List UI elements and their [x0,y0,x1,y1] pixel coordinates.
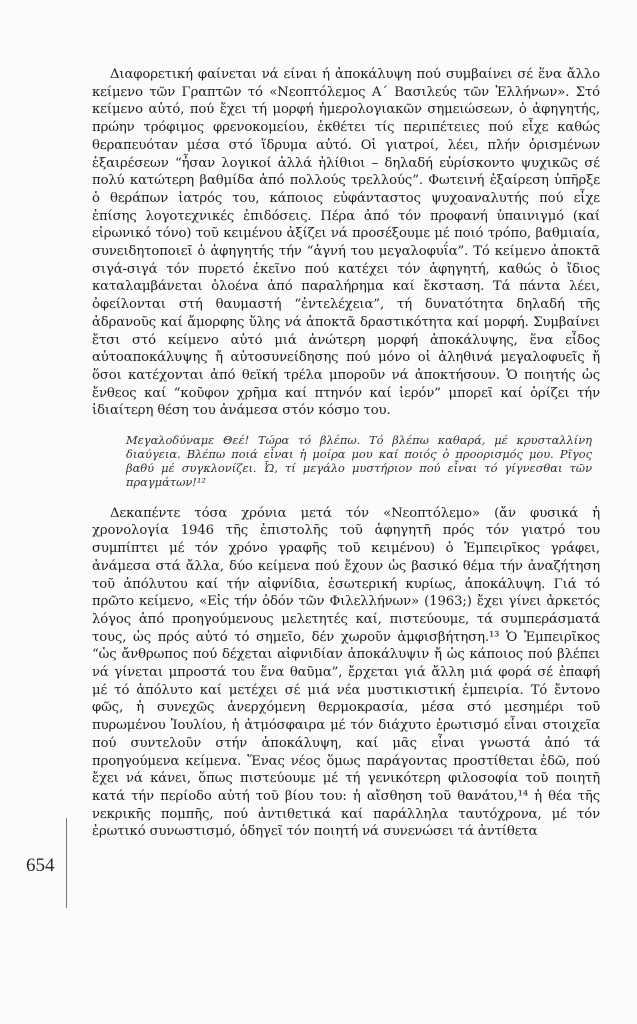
margin-rule [66,818,67,908]
page-number: 654 [26,855,55,876]
paragraph-1: Διαφορετική φαίνεται νά είναι ή ἀποκάλυψη πού συμβαίνει σέ ἕνα ἄλλο κείμενο τῶν Γραπτῶν τό «Νεοπτόλεμος Α΄ Βασιλεύς τῶν Ἑλλήνων». Στό κείμενο αὐτό, πού ἔχει τή μορφή ἡμερολογιακῶν σημειώσεων, ὁ ἀφηγητής, πρώην τρόφιμος φρενοκομείου, ἐκθέτει τίς περιπέτειες πού εἶχε καθώς θεραπευόταν μέσα στό ἵδρυμα αὐτό. Οἱ γιατροί, λέει, πλήν ὁρισμένων ἐξαιρέσεων “ἦσαν λογικοί ἀλλά ἠλίθιοι – δηλαδή εὑρίσκοντο ψυχικῶς σέ πολύ κατώτερη βαθμίδα ἀπό πολλούς τρελλούς”. Φωτεινή ἐξαίρεση ὑπῆρξε ὁ θεράπων ἰατρός του, κάποιος εὐφάνταστος ψυχοαναλυτής πού εἶχε ἐπίσης λογοτεχνικές ἐπιδόσεις. Πέρα ἀπό τόν προφανή ὑπαινιγμό (καί εἰρωνικό τόνο) τοῦ κειμένου ἀξίζει νά προσέξουμε μέ ποιό τρόπο, βαθμιαία, συνειδητοποιεῖ ὁ ἀφηγητής τήν “ἁγνή του μεγαλοφυΐα”. Τό κείμενο ἀποκτᾶ σιγά-σιγά τόν πυρετό ἐκεῖνο πού κατέχει τόν ἀφηγητή, καθώς ὁ ἴδιος καταλαμβάνεται ὁλοένα ἀπό παραλήρημα καί ἔκσταση. Τά πάντα λέει, ὀφείλονται στή θαυμαστή “ἐντελέχεια”, τή δυνατότητα δηλαδή τῆς ἀδρανοῦς καί ἄμορφης ὕλης νά ἀποκτᾶ δραστικότητα καί μορφή. Συμβαίνει ἔτσι στό κείμενο αὐτό μιά ἀνώτερη μορφή ἀποκάλυψης, ἕνα εἶδος αὐτοαποκάλυψης ἤ αὐτοσυνείδησης πού μόνο οἱ ἀληθινά μεγαλοφυεῖς ἤ ὅσοι κατέχονται ἀπό θεϊκή τρέλα μποροῦν νά ἀποκτήσουν. Ὁ ποιητής ὡς ἔνθεος καί “κοῦφον χρῆμα καί πτηνόν καί ἱερόν” μπορεῖ καί ὁρίζει τήν ἰδιαίτερη θέση του ἀνάμεσα στόν κόσμο του. [92,67,600,419]
block-quote: Μεγαλοδύναμε Θεέ! Τώρα τό βλέπω. Τό βλέπω καθαρά, μέ κρυσταλλίνη διαύγεια. Βλέπω ποιά εἶναι ἡ μοίρα μου καί ποιός ὁ προορισμός μου. Ρῖγος βαθύ μέ συγκλονίζει. Ὦ, τί μεγάλο μυστήριον πού εἶναι τό γίγνεσθαι τῶν πραγμάτων!¹² [126,433,592,489]
paragraph-2: Δεκαπέντε τόσα χρόνια μετά τόν «Νεοπτόλεμο» (ἄν φυσικά ἡ χρονολογία 1946 τῆς ἐπιστολῆς τοῦ ἀφηγητῆ πρός τόν γιατρό του συμπίπτει μέ τόν χρόνο γραφῆς τοῦ κειμένου) ὁ Ἐμπειρῖκος γράφει, ἀνάμεσα στά ἄλλα, δύο κείμενα πού ἔχουν ὡς βασικό θέμα τήν ἀναζήτηση τοῦ ἀπόλυτου καί τήν αἰφνίδια, ἐσωτερική κυρίως, ἀποκάλυψη. Γιά τό πρῶτο κείμενο, «Εἰς τήν ὁδόν τῶν Φιλελλήνων» (1963;) ἔχει γίνει ἀρκετός λόγος ἀπό προηγούμενους μελετητές καί, πιστεύουμε, τά συμπεράσματά τους, ὡς πρός αὐτό τό σημεῖο, δέν χωροῦν ἀμφισβήτηση.¹³ Ὁ Ἐμπειρῖκος “ὡς ἄνθρωπος πού δέχεται αἰφνιδίαν ἀποκάλυψιν ἤ ὡς κάποιος πού βλέπει νά γίνεται μπροστά του ἕνα θαῦμα”, ἔρχεται γιά ἄλλη μιά φορά σέ ἐπαφή μέ τό ἀπόλυτο καί μετέχει σέ μιά νέα μυστικιστική ἐμπειρία. Τό ἔντονο φῶς, ἡ συνεχῶς ἀνερχόμενη θερμοκρασία, μέσα στό μεσημέρι τοῦ πυρωμένου Ἰουλίου, ἡ ἀτμόσφαιρα μέ τόν διάχυτο ἐρωτισμό εἶναι στοιχεῖα πού συντελοῦν στήν ἀποκάλυψη, καί μᾶς εἶναι γνωστά ἀπό τά προηγούμενα κείμενα. Ἕνας νέος ὅμως παράγοντας προστίθεται ἐδῶ, πού ἔχει νά κάνει, ὅπως πιστεύουμε μέ τή γενικότερη φιλοσοφία τοῦ ποιητῆ κατά τήν περίοδο αὐτή τοῦ βίου του: ἡ αἴσθηση τοῦ θανάτου,¹⁴ ἡ θέα τῆς νεκρικῆς πομπῆς, πού ἀντιθετικά καί παράλληλα ταυτόχρονα, μέ τόν ἐρωτικό συνωστισμό, ὁδηγεῖ τόν ποιητή νά συνενώσει τά ἀντίθετα [92,505,600,840]
text-column [92,66,600,841]
